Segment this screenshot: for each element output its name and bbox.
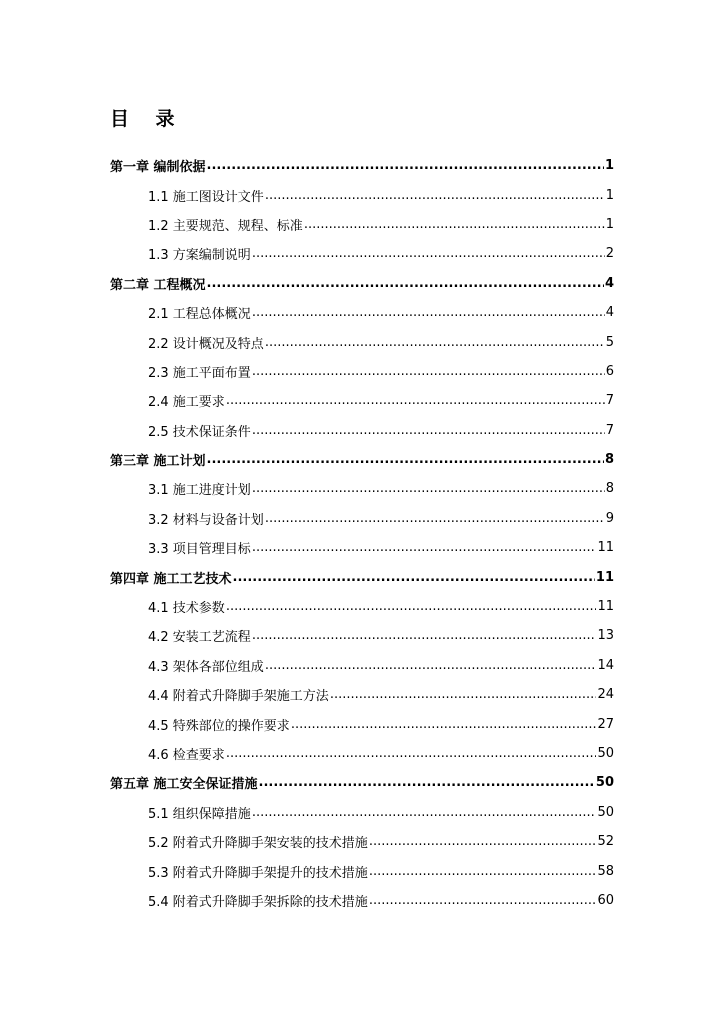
toc-dot-leader	[265, 658, 597, 673]
toc-page-number: 7	[605, 422, 614, 438]
toc-page-number: 60	[597, 892, 614, 908]
toc-section-entry[interactable]	[0, 886, 724, 915]
toc-section-entry[interactable]	[0, 210, 724, 239]
toc-section-entry[interactable]	[0, 856, 724, 885]
toc-dot-leader	[252, 423, 605, 438]
toc-section-entry[interactable]	[0, 474, 724, 503]
toc-chapter-entry[interactable]	[0, 562, 724, 591]
toc-entry-title: 2.5 技术保证条件	[148, 424, 251, 440]
toc-entry-title: 2.1 工程总体概况	[148, 307, 251, 323]
toc-entry-title: 第三章 施工计划	[110, 454, 206, 470]
toc-dot-leader	[226, 599, 597, 614]
toc-page-number: 27	[597, 716, 614, 732]
toc-entry-title: 1.2 主要规范、规程、标准	[148, 218, 303, 234]
toc-dot-leader	[265, 511, 605, 526]
toc-page-number: 11	[597, 599, 614, 615]
toc-section-entry[interactable]	[0, 592, 724, 621]
toc-section-entry[interactable]	[0, 386, 724, 415]
toc-page-number: 8	[605, 481, 614, 497]
toc-entry-title: 2.3 施工平面布置	[148, 365, 251, 381]
toc-section-entry[interactable]	[0, 651, 724, 680]
toc-entry-title: 3.2 材料与设备计划	[148, 512, 264, 528]
toc-dot-leader	[259, 775, 595, 790]
toc-entry-title: 1.1 施工图设计文件	[148, 189, 264, 205]
toc-entry-title: 4.3 架体各部位组成	[148, 659, 264, 675]
toc-section-entry[interactable]	[0, 357, 724, 386]
toc-dot-leader	[265, 188, 605, 203]
toc-page-number: 8	[604, 452, 614, 468]
toc-section-entry[interactable]	[0, 416, 724, 445]
toc-entry-title: 5.1 组织保障措施	[148, 806, 251, 822]
toc-section-entry[interactable]	[0, 327, 724, 356]
toc-page-number: 7	[605, 393, 614, 409]
toc-page-number: 6	[605, 363, 614, 379]
toc-page-number: 2	[605, 246, 614, 262]
toc-dot-leader	[252, 305, 605, 320]
toc-section-entry[interactable]	[0, 827, 724, 856]
toc-entry-title: 3.3 项目管理目标	[148, 542, 251, 558]
toc-dot-leader	[304, 217, 605, 232]
toc-entry-title: 2.2 设计概况及特点	[148, 336, 264, 352]
toc-dot-leader	[369, 834, 597, 849]
toc-entry-title: 5.2 附着式升降脚手架安装的技术措施	[148, 836, 368, 852]
toc-page-number: 1	[605, 216, 614, 232]
toc-dot-leader	[252, 364, 605, 379]
toc-page-number: 13	[597, 628, 614, 644]
toc-chapter-entry[interactable]	[0, 151, 724, 180]
toc-page-number: 1	[605, 187, 614, 203]
toc-entry-title: 4.2 安装工艺流程	[148, 630, 251, 646]
toc-section-entry[interactable]	[0, 180, 724, 209]
toc-entry-title: 1.3 方案编制说明	[148, 248, 251, 264]
toc-section-entry[interactable]	[0, 533, 724, 562]
toc-page-number: 14	[597, 657, 614, 673]
toc-dot-leader	[207, 158, 604, 173]
toc-dot-leader	[233, 570, 595, 585]
toc-entry-title: 5.3 附着式升降脚手架提升的技术措施	[148, 865, 368, 881]
toc-entry-title: 3.1 施工进度计划	[148, 483, 251, 499]
toc-section-entry[interactable]	[0, 709, 724, 738]
toc-page-number: 1	[604, 158, 614, 174]
toc-section-entry[interactable]	[0, 739, 724, 768]
toc-dot-leader	[252, 246, 605, 261]
toc-page-number: 52	[597, 834, 614, 850]
toc-dot-leader	[252, 628, 597, 643]
toc-entry-title: 4.1 技术参数	[148, 601, 225, 617]
toc-page-number: 4	[604, 275, 614, 291]
toc-dot-leader	[252, 481, 605, 496]
toc-page-number: 50	[597, 746, 614, 761]
toc-section-entry[interactable]	[0, 298, 724, 327]
toc-entry-title: 第二章 工程概况	[110, 277, 206, 293]
toc-section-entry[interactable]	[0, 621, 724, 650]
toc-page-number: 11	[595, 569, 614, 585]
toc-entry-title: 4.5 特殊部位的操作要求	[148, 718, 290, 734]
toc-page-number: 11	[597, 540, 614, 556]
toc-dot-leader	[226, 393, 605, 408]
toc-page-number: 50	[595, 775, 614, 791]
toc-page-number: 58	[597, 863, 614, 879]
toc-entry-title: 4.4 附着式升降脚手架施工方法	[148, 689, 329, 705]
toc-section-entry[interactable]	[0, 239, 724, 268]
toc-dot-leader	[369, 864, 597, 879]
toc-entry-title: 第四章 施工工艺技术	[110, 571, 232, 587]
toc-page-number: 4	[605, 305, 614, 321]
toc-page-number: 24	[597, 687, 614, 703]
toc-dot-leader	[330, 687, 597, 702]
toc-page-number: 5	[605, 334, 614, 350]
toc-chapter-entry[interactable]	[0, 269, 724, 298]
toc-section-entry[interactable]	[0, 680, 724, 709]
toc-dot-leader	[252, 805, 597, 820]
toc-dot-leader	[207, 452, 604, 467]
toc-dot-leader	[369, 893, 597, 908]
toc-entry-title: 4.6 检查要求	[148, 748, 225, 763]
toc-chapter-entry[interactable]	[0, 445, 724, 474]
toc-entry-title: 第一章 编制依据	[110, 160, 206, 176]
toc-page-number: 9	[605, 510, 614, 526]
toc-list	[0, 151, 724, 915]
toc-dot-leader	[291, 717, 597, 732]
toc-dot-leader	[252, 540, 597, 555]
toc-dot-leader	[226, 746, 597, 761]
toc-entry-title: 5.4 附着式升降脚手架拆除的技术措施	[148, 894, 368, 910]
toc-chapter-entry[interactable]	[0, 768, 724, 797]
toc-section-entry[interactable]	[0, 504, 724, 533]
toc-entry-title: 第五章 施工安全保证措施	[110, 777, 258, 793]
toc-entry-title: 2.4 施工要求	[148, 395, 225, 411]
toc-title: 目 录	[110, 108, 175, 130]
toc-dot-leader	[265, 335, 605, 350]
toc-section-entry[interactable]	[0, 798, 724, 827]
toc-dot-leader	[207, 276, 604, 291]
toc-page-number: 50	[597, 804, 614, 820]
